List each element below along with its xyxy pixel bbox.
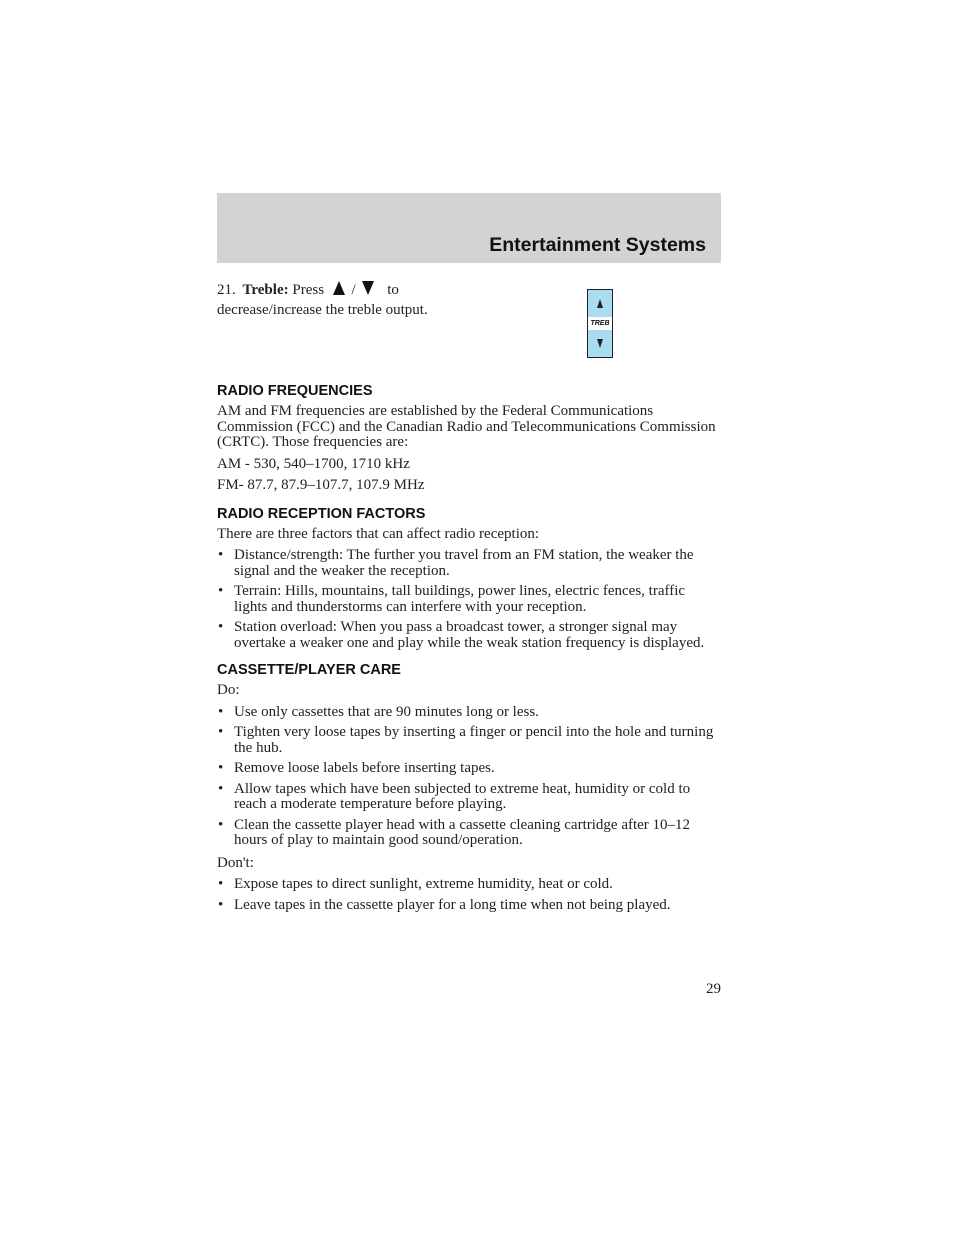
list-item: • Remove loose labels before inserting tapes. [217,761,721,777]
list-item: • Use only cassettes that are 90 minutes long or less. [217,705,721,721]
treble-down-button[interactable] [588,330,612,357]
cassette-care-section [217,662,721,913]
do-list [217,705,721,849]
reception-factors-section [217,506,721,652]
up-arrow-icon [597,299,603,308]
dont-label: Don't: [217,854,254,871]
treble-label: Treble: [242,282,289,298]
treble-rocker-button[interactable] [587,289,613,358]
list-item: • Distance/strength: The further you travel from an FM station, the weaker the signal and the weaker the reception. [217,548,721,579]
down-arrow-icon [597,339,603,348]
up-arrow-icon [333,281,345,295]
section-heading: CASSETTE/PLAYER CARE [217,662,401,678]
bullet-list [217,548,721,651]
main-content [217,383,721,920]
treble-button-label: TREB [588,317,612,330]
list-item: • Station overload: When you pass a broadcast tower, a stronger signal may overtake a weaker one and play while the weak station frequency is displayed. [217,620,721,651]
treble-line-1 [217,281,517,299]
list-item: • Expose tapes to direct sunlight, extreme humidity, heat or cold. [217,877,721,893]
section-heading: RADIO FREQUENCIES [217,383,373,399]
do-label: Do: [217,682,240,698]
list-item: • Terrain: Hills, mountains, tall buildings, power lines, electric fences, traffic lights and thunderstorms can interfere with your reception. [217,584,721,615]
page-number: 29 [706,981,721,997]
dont-list [217,877,721,913]
treble-item [217,281,517,318]
to-text: to [387,282,399,298]
fm-frequencies: FM- 87.7, 87.9–107.7, 107.9 MHz [217,477,425,493]
section-heading: RADIO RECEPTION FACTORS [217,505,426,522]
paragraph: There are three factors that can affect radio reception: [217,525,540,542]
paragraph: AM and FM frequencies are established by the Federal Communications Commission (FCC) and the Canadian Radio and Telecommunications Commission (CRTC). Those frequencies are: [217,403,716,450]
am-frequencies: AM - 530, 540–1700, 1710 kHz [217,455,410,472]
header-band [217,193,721,263]
slash-text: / [351,282,356,298]
page-title: Entertainment Systems [489,234,706,256]
list-item: • Allow tapes which have been subjected to extreme heat, humidity or cold to reach a moderate temperature before playing. [217,782,721,813]
press-text: Press [292,282,325,298]
treble-up-button[interactable] [588,290,612,317]
list-item: • Clean the cassette player head with a cassette cleaning cartridge after 10–12 hours of play to maintain good sound/operation. [217,818,721,849]
down-arrow-icon [362,281,374,295]
list-item: • Tighten very loose tapes by inserting a finger or pencil into the hole and turning the hub. [217,725,721,756]
item-number: 21. [217,282,236,298]
radio-frequencies-section [217,383,721,494]
treble-description: decrease/increase the treble output. [217,301,428,318]
list-item: • Leave tapes in the cassette player for a long time when not being played. [217,898,721,914]
